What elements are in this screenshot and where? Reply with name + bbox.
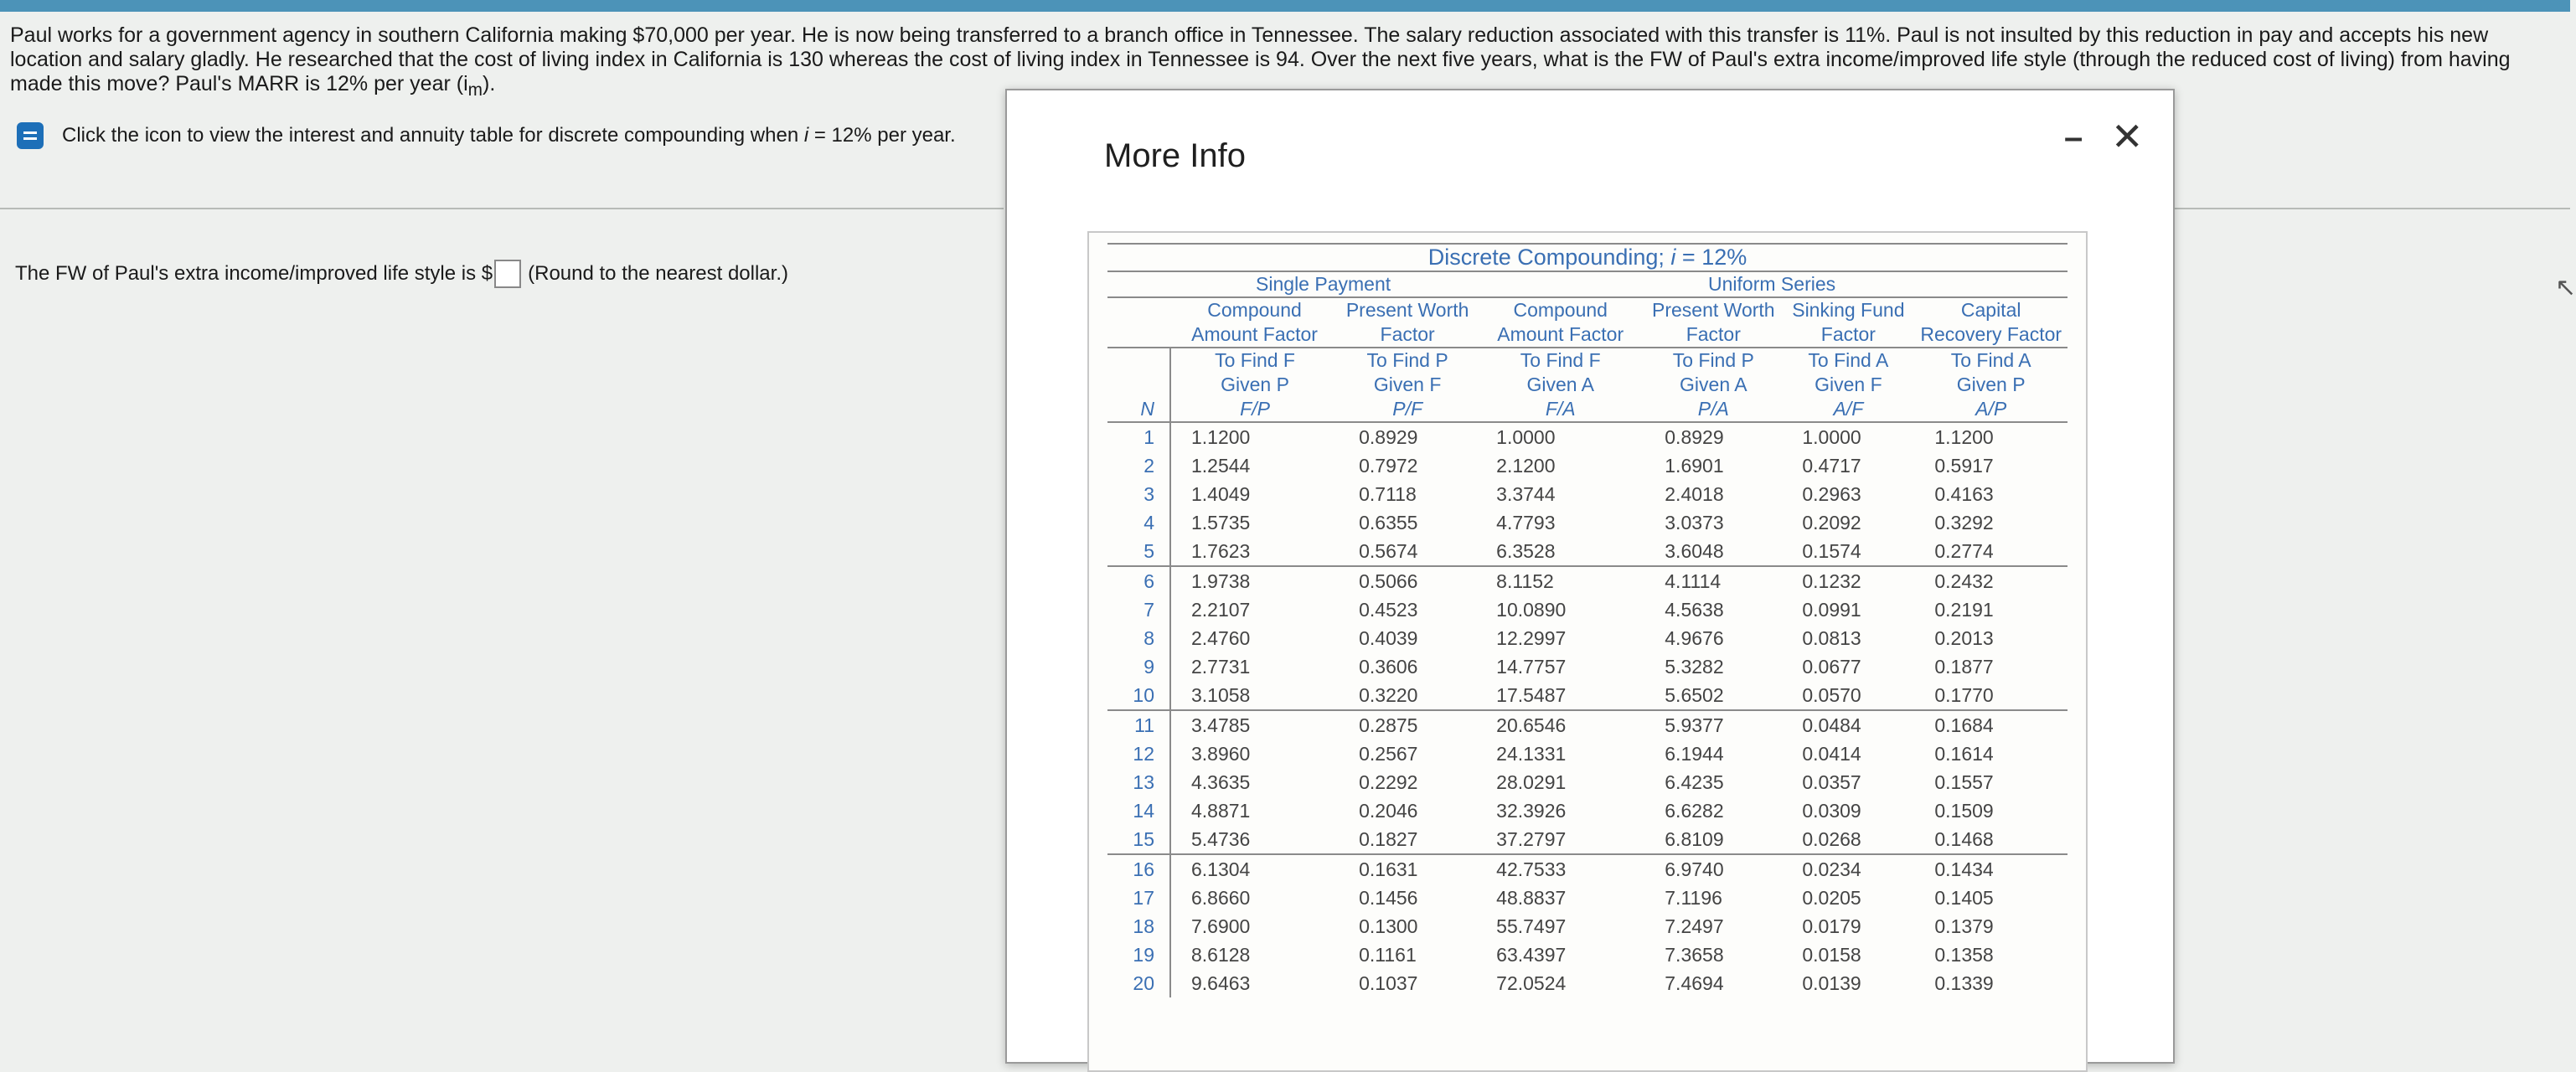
factor-cell: 24.1331: [1496, 743, 1567, 765]
period-cell: 19: [1107, 941, 1170, 969]
factor-cell: 0.1684: [1934, 714, 1994, 736]
factor-name-header: Compound Amount Factor: [1476, 297, 1644, 348]
find-given-header: To Find F Given A F/A: [1476, 348, 1644, 422]
factor-cell: 0.1574: [1782, 537, 1914, 566]
table-hint: [17, 122, 956, 149]
factor-cell: 37.2797: [1476, 825, 1644, 854]
factor-cell: 7.6900: [1191, 915, 1251, 937]
group-uniform-series: Uniform Series: [1476, 271, 2068, 297]
factor-cell: 28.0291: [1496, 771, 1567, 793]
document-icon[interactable]: [17, 122, 44, 149]
factor-cell: 0.5674: [1339, 537, 1476, 566]
factor-cell: 0.0813: [1802, 627, 1861, 649]
period-cell: 12: [1107, 740, 1170, 768]
factor-cell: 0.7972: [1359, 455, 1418, 477]
factor-name-header: Capital Recovery Factor: [1914, 297, 2068, 348]
table-row: [1107, 912, 2068, 941]
group-single-payment: Single Payment: [1170, 271, 1476, 297]
table-row: [1107, 422, 2068, 451]
factor-cell: 0.4039: [1359, 627, 1418, 649]
period-cell: 5: [1107, 537, 1170, 566]
factor-cell: 0.3606: [1359, 656, 1418, 678]
table-title: Discrete Compounding; i = 12%: [1107, 244, 2068, 271]
factor-cell: 42.7533: [1496, 858, 1567, 880]
factor-name-header: Present Worth Factor: [1339, 297, 1476, 348]
factor-cell: 1.4049: [1191, 483, 1251, 505]
factor-cell: 0.2092: [1802, 512, 1861, 533]
find-given-header: To Find P Given A P/A: [1644, 348, 1782, 422]
factor-cell: 0.8929: [1665, 426, 1724, 448]
question-text: Paul works for a government agency in southern California making $70,000 per year. He is now being transferred to a branch office in Tennessee. The salary reduction associated with this transfer is 11%. Paul is not insulted by this reduction in pay and accepts his new location and salary gladly. He researched that the cost of living index in California is 130 whereas the cost of living index in Tennessee is 94. Over the next five years, what is the FW of Paul's extra income/improved life style (through the reduced cost of living) from having made this move? Paul's MARR is 12% per year $(i_m)$.: [10, 23, 2511, 100]
factor-cell: 1.0000: [1802, 426, 1861, 448]
period-cell: 11: [1107, 710, 1170, 740]
factor-cell: 4.7793: [1496, 512, 1556, 533]
period-cell: 6: [1107, 566, 1170, 595]
pointer-icon: ↖: [2555, 274, 2576, 302]
factor-cell: 0.2292: [1359, 771, 1418, 793]
table-row: [1107, 595, 2068, 624]
period-cell: 13: [1107, 768, 1170, 796]
factor-cell: 0.1557: [1934, 771, 1994, 793]
factor-cell: 1.9738: [1191, 570, 1251, 592]
factor-cell: 0.2875: [1359, 714, 1418, 736]
top-accent-bar: [0, 0, 2570, 12]
factor-cell: 0.4717: [1802, 455, 1861, 477]
factor-cell: 6.1304: [1191, 858, 1251, 880]
factor-name-header: Compound Amount Factor: [1170, 297, 1339, 348]
factor-cell: 0.1405: [1934, 887, 1994, 909]
rounding-note: (Round to the nearest dollar.): [528, 262, 788, 285]
table-row: [1107, 768, 2068, 796]
find-given-header: To Find A Given F A/F: [1782, 348, 1914, 422]
factor-cell: 8.6128: [1191, 944, 1251, 966]
table-row: [1107, 652, 2068, 681]
factor-cell: 1.1200: [1934, 426, 1994, 448]
factor-cell: 2.2107: [1191, 599, 1251, 621]
find-given-header: To Find P Given F P/F: [1339, 348, 1476, 422]
factor-cell: 17.5487: [1476, 681, 1644, 710]
factor-cell: 0.4523: [1359, 599, 1418, 621]
factor-cell: 9.6463: [1191, 972, 1251, 994]
period-cell: 2: [1107, 451, 1170, 480]
table-row: [1107, 566, 2068, 595]
factor-cell: 32.3926: [1496, 800, 1567, 822]
factor-cell: 0.1161: [1359, 944, 1417, 966]
factor-cell: 0.1358: [1934, 944, 1994, 966]
divider: [2173, 208, 2570, 209]
factor-cell: 4.1114: [1665, 570, 1722, 592]
factor-cell: 7.2497: [1665, 915, 1724, 937]
factor-cell: 1.1200: [1191, 426, 1251, 448]
factor-cell: 0.1300: [1359, 915, 1418, 937]
factor-cell: 7.1196: [1665, 887, 1722, 909]
factor-cell: 63.4397: [1496, 944, 1567, 966]
factor-cell: 3.0373: [1665, 512, 1724, 533]
factor-cell: 8.1152: [1496, 570, 1554, 592]
factor-cell: 0.0234: [1802, 858, 1861, 880]
factor-cell: 0.1877: [1934, 656, 1994, 678]
factor-name-header: Sinking Fund Factor: [1782, 297, 1914, 348]
factor-cell: 0.7118: [1359, 483, 1417, 505]
factor-cell: 0.1509: [1934, 800, 1994, 822]
table-row: [1107, 451, 2068, 480]
factor-cell: 3.1058: [1170, 681, 1339, 710]
factor-cell: 0.2774: [1914, 537, 2068, 566]
factor-cell: 55.7497: [1496, 915, 1567, 937]
factor-cell: 12.2997: [1496, 627, 1567, 649]
factor-cell: 20.6546: [1496, 714, 1567, 736]
table-frame: [1087, 231, 2088, 1072]
factor-cell: 0.1827: [1339, 825, 1476, 854]
minimize-icon[interactable]: –: [2064, 119, 2083, 156]
close-icon[interactable]: ✕: [2111, 115, 2144, 158]
factor-cell: 0.0570: [1782, 681, 1914, 710]
factor-cell: 3.3744: [1496, 483, 1556, 505]
factor-cell: 0.1232: [1802, 570, 1861, 592]
table-row: [1107, 480, 2068, 508]
period-cell: 16: [1107, 854, 1170, 884]
table-row: [1107, 941, 2068, 969]
factor-cell: 6.8109: [1644, 825, 1782, 854]
factor-cell: 0.1468: [1914, 825, 2068, 854]
table-row: [1107, 624, 2068, 652]
factor-cell: 3.8960: [1191, 743, 1251, 765]
factor-cell: 0.0484: [1802, 714, 1861, 736]
table-row: [1107, 854, 2068, 884]
factor-cell: 0.8929: [1359, 426, 1418, 448]
period-cell: 10: [1107, 681, 1170, 710]
factor-cell: 0.1770: [1914, 681, 2068, 710]
answer-input[interactable]: [494, 260, 521, 288]
factor-cell: 0.0991: [1802, 599, 1861, 621]
table-row: [1107, 681, 2068, 710]
factor-cell: 6.9740: [1665, 858, 1724, 880]
factor-cell: 0.2567: [1359, 743, 1418, 765]
factor-cell: 0.1037: [1359, 972, 1418, 994]
divider: [0, 208, 1004, 209]
factor-cell: 5.4736: [1170, 825, 1339, 854]
factor-cell: 0.1456: [1359, 887, 1418, 909]
period-cell: 15: [1107, 825, 1170, 854]
factor-cell: 0.1379: [1934, 915, 1994, 937]
table-row: [1107, 710, 2068, 740]
answer-line: [15, 260, 788, 288]
factor-cell: 4.3635: [1191, 771, 1251, 793]
table-row: [1107, 740, 2068, 768]
factor-cell: 0.0179: [1802, 915, 1861, 937]
factor-name-header: Present Worth Factor: [1644, 297, 1782, 348]
period-cell: 3: [1107, 480, 1170, 508]
table-row: [1107, 537, 2068, 566]
factor-cell: 0.5066: [1359, 570, 1418, 592]
factor-cell: 0.2432: [1934, 570, 1994, 592]
factor-cell: 1.7623: [1170, 537, 1339, 566]
factor-cell: 4.9676: [1665, 627, 1724, 649]
factor-cell: 0.0158: [1802, 944, 1861, 966]
factor-cell: 0.2013: [1934, 627, 1994, 649]
factor-cell: 0.0139: [1802, 972, 1861, 994]
answer-label: The FW of Paul's extra income/improved life style is $: [15, 262, 493, 285]
factor-cell: 7.4694: [1665, 972, 1724, 994]
factor-cell: 0.0357: [1802, 771, 1861, 793]
factor-cell: 0.1339: [1934, 972, 1994, 994]
factor-cell: 72.0524: [1496, 972, 1567, 994]
period-cell: 1: [1107, 422, 1170, 451]
factor-cell: 0.2046: [1359, 800, 1418, 822]
factor-cell: 0.0205: [1802, 887, 1861, 909]
factor-cell: 1.6901: [1665, 455, 1724, 477]
find-given-header: To Find A Given P A/P: [1914, 348, 2068, 422]
factor-cell: 0.0677: [1802, 656, 1861, 678]
period-cell: 17: [1107, 884, 1170, 912]
factor-cell: 6.1944: [1665, 743, 1724, 765]
more-info-dialog: [1005, 89, 2175, 1064]
factor-cell: 0.2963: [1802, 483, 1861, 505]
period-cell: 7: [1107, 595, 1170, 624]
find-given-header: To Find F Given P F/P: [1170, 348, 1339, 422]
table-row: [1107, 884, 2068, 912]
factor-cell: 6.4235: [1665, 771, 1724, 793]
factor-cell: 0.6355: [1359, 512, 1418, 533]
discrete-compounding-table: [1107, 243, 2068, 997]
factor-cell: 0.1434: [1934, 858, 1994, 880]
table-row: [1107, 796, 2068, 825]
factor-cell: 48.8837: [1496, 887, 1567, 909]
period-cell: 20: [1107, 969, 1170, 997]
factor-cell: 1.5735: [1191, 512, 1251, 533]
factor-cell: 5.6502: [1644, 681, 1782, 710]
table-row: [1107, 825, 2068, 854]
factor-cell: 7.3658: [1665, 944, 1724, 966]
factor-cell: 0.4163: [1934, 483, 1994, 505]
factor-cell: 0.1631: [1359, 858, 1418, 880]
factor-cell: 0.3220: [1339, 681, 1476, 710]
factor-cell: 0.2191: [1934, 599, 1994, 621]
factor-cell: 0.3292: [1934, 512, 1994, 533]
factor-cell: 3.4785: [1191, 714, 1251, 736]
factor-cell: 2.1200: [1496, 455, 1556, 477]
factor-cell: 1.2544: [1191, 455, 1251, 477]
n-header: N: [1107, 348, 1170, 422]
factor-cell: 0.0309: [1802, 800, 1861, 822]
table-row: [1107, 508, 2068, 537]
factor-cell: 6.6282: [1665, 800, 1724, 822]
period-cell: 14: [1107, 796, 1170, 825]
factor-cell: 2.4760: [1191, 627, 1251, 649]
factor-cell: 5.9377: [1665, 714, 1724, 736]
factor-cell: 6.8660: [1191, 887, 1251, 909]
factor-cell: 6.3528: [1476, 537, 1644, 566]
factor-cell: 2.4018: [1665, 483, 1724, 505]
period-cell: 8: [1107, 624, 1170, 652]
factor-cell: 4.8871: [1191, 800, 1251, 822]
factor-cell: 1.0000: [1496, 426, 1556, 448]
factor-cell: 14.7757: [1496, 656, 1567, 678]
factor-cell: 0.5917: [1934, 455, 1994, 477]
factor-cell: 3.6048: [1644, 537, 1782, 566]
factor-cell: 0.0268: [1782, 825, 1914, 854]
dialog-title: More Info: [1104, 137, 1246, 174]
factor-cell: 0.0414: [1802, 743, 1861, 765]
factor-cell: 0.1614: [1934, 743, 1994, 765]
period-cell: 4: [1107, 508, 1170, 537]
factor-cell: 5.3282: [1665, 656, 1724, 678]
factor-cell: 10.0890: [1496, 599, 1567, 621]
factor-cell: 4.5638: [1665, 599, 1724, 621]
table-row: [1107, 969, 2068, 997]
hint-text: Click the icon to view the interest and annuity table for discrete compounding when i = 12% per year.: [62, 124, 956, 147]
period-cell: 9: [1107, 652, 1170, 681]
period-cell: 18: [1107, 912, 1170, 941]
factor-cell: 2.7731: [1191, 656, 1251, 678]
